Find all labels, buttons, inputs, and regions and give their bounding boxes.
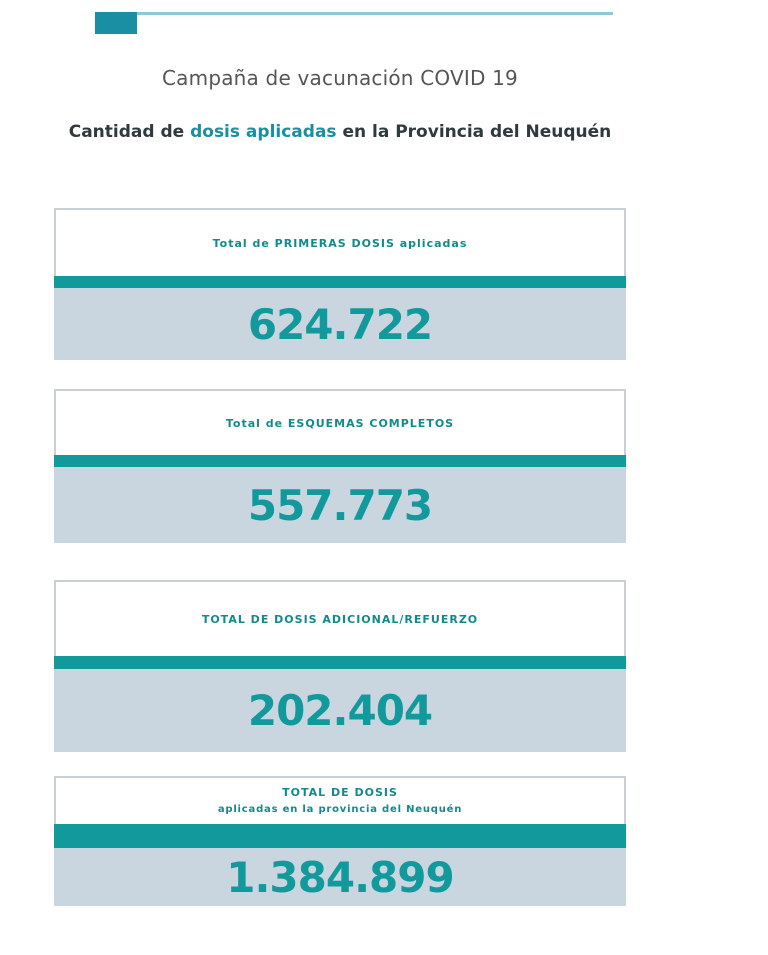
stat-card-header [54,208,626,276]
stat-card-header [54,776,626,824]
stat-card-label: Total de ESQUEMAS COMPLETOS [225,416,455,430]
stat-card-value: 557.773 [54,467,626,543]
top-divider-line [95,12,613,15]
stat-card-total-dosis [54,776,626,906]
stat-card-accent-bar [54,656,626,669]
stat-card-label: Total de PRIMERAS DOSIS aplicadas [212,236,468,250]
subtitle-prefix: Cantidad de [68,122,191,142]
stat-card-value: 202.404 [54,669,626,752]
stat-card-value: 1.384.899 [54,848,626,906]
stat-card-accent-bar [54,455,626,467]
stat-card-value: 624.722 [54,288,626,360]
stat-card-header [54,580,626,656]
page-subtitle [60,118,620,146]
stat-card-accent-bar [54,824,626,848]
stat-card-accent-bar [54,276,626,288]
stat-card-label: TOTAL DE DOSIS [282,786,398,799]
stat-card-primeras-dosis [54,208,626,360]
subtitle-highlight: dosis aplicadas [190,122,337,142]
stat-card-label-line2: aplicadas en la provincia del Neuquén [217,804,463,815]
stat-card-esquemas-completos [54,389,626,543]
stat-card-adicional-refuerzo [54,580,626,752]
campaign-title: Campaña de vacunación COVID 19 [162,66,518,90]
stat-card-header [54,389,626,455]
stat-card-label: TOTAL DE DOSIS ADICIONAL/REFUERZO [201,612,479,626]
top-accent-tab [95,12,137,34]
subtitle-suffix: en la Provincia del Neuquén [336,122,612,142]
